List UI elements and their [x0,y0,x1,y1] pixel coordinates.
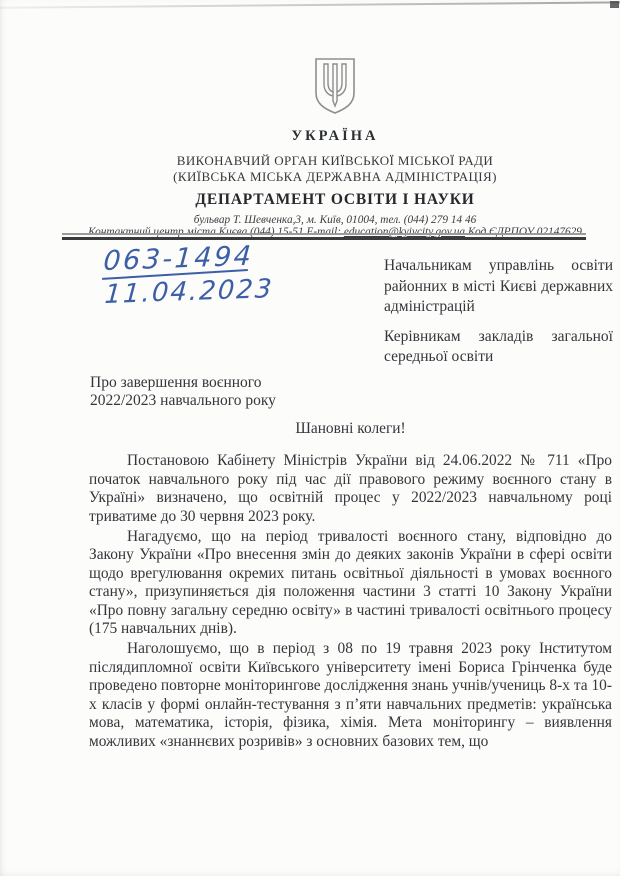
letter-body [89,420,612,753]
scan-corner-artifact [610,1,619,8]
scan-edge-artifact [0,1,620,9]
salutation: Шановні колеги! [295,420,406,437]
addressee-paragraph-2: Керівникам закладів загальної середньої освіти [384,327,613,366]
subject-block: Про завершення воєнного 2022/2023 навчального року [90,374,276,409]
addressee-paragraph-1: Начальникам управлінь освіти районних в місті Києві державних адміністрацій [384,257,613,316]
body-paragraph-1: Постановою Кабінету Міністрів України від 24.06.2022 № 711 «Про початок навчального року під час дії правового режиму воєнного стану в Україні» визначено, що освітній процес у 2022/2023 навчальному році триватиме до 30 червня 2023 року. [89,452,612,525]
body-paragraph-3: Наголошуємо, що в період з 08 по 19 травня 2023 року Інститутом післядипломної освіти Київського університету імені Бориса Грінченка буде проведено повторне моніторингове дослідження знань учнів/учениць 8-х та 10-х класів у формі онлайн-тестування з п’яти навчальних предметів: українська мова, математика, історія, фізика, хімія. Мета моніторингу – виявлення можливих «знаннєвих розривів» з основних базових тем, що [89,640,612,750]
letterhead-divider-rule [62,233,586,240]
contact-prefix: Контактний центр міста Києва (044) 15-51 E-mail: [88,225,344,238]
reference-number: 063-1494 [102,240,255,278]
department-title: ДЕПАРТАМЕНТ ОСВІТИ І НАУКИ [195,191,475,208]
addressee-block [384,256,613,377]
country-title: УКРАЇНА [291,128,379,144]
org-name-line1: ВИКОНАВЧИЙ ОРГАН КИЇВСЬКОЇ МІСЬКОЇ РАДИ [176,153,494,168]
handwritten-reference [103,240,274,310]
ukraine-trident-emblem-icon [312,57,358,115]
body-paragraph-2: Нагадуємо, що на період тривалості воєнного стану, відповідно до Закону України «Про внесення змін до деяких законів України в сфері освіти щодо врегулювання окремих питань освітньої діяльності в умовах воєнного стану», призупиняється дія положення частини 3 статті 10 Закону України «Про повну загальну середню освіту» в частині тривалості освітнього процесу (175 навчальних днів). [89,528,612,638]
reference-date: 11.04.2023 [103,273,275,310]
letterhead [25,57,620,238]
contact-suffix: Код ЄДРПОУ 02147629 [465,225,582,238]
org-name-line2: (КИЇВСЬКА МІСЬКА ДЕРЖАВНА АДМІНІСТРАЦІЯ) [173,169,497,184]
address-line: бульвар Т. Шевченка,3, м. Київ, 01004, тел. (044) 279 14 46 [193,214,477,226]
email-address: education@kyivcity.gov.ua [343,225,466,238]
